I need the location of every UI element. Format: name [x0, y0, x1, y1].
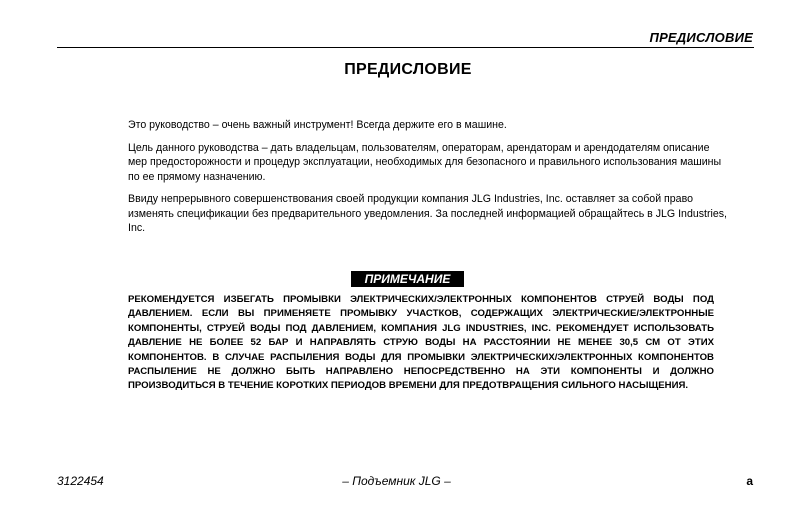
header-divider — [57, 47, 754, 48]
page-title: ПРЕДИСЛОВИЕ — [344, 61, 472, 78]
running-header-title: ПРЕДИСЛОВИЕ — [649, 30, 753, 45]
intro-paragraph-1: Это руководство – очень важный инструмент! Всегда держите его в машине. — [128, 119, 507, 131]
footer-doc-number: 3122454 — [57, 474, 104, 488]
intro-paragraph-3: Ввиду непрерывного совершенствования своей продукции компания JLG Industries, Inc. оставляет за собой право изменять спецификации без предварительного уведомления. За последней информацией обращайтесь в JLG Industries, Inc. — [128, 193, 727, 234]
footer-page-number: a — [746, 474, 753, 488]
intro-paragraph-2: Цель данного руководства – дать владельцам, пользователям, операторам, арендаторам и арендодателям описание мер предосторожности и процедур эксплуатации, необходимых для безопасного и правильного использования машины по ее прямому назначению. — [128, 141, 722, 183]
note-text: РЕКОМЕНДУЕТСЯ ИЗБЕГАТЬ ПРОМЫВКИ ЭЛЕКТРИЧЕСКИХ/ЭЛЕКТРОННЫХ КОМПОНЕНТОВ СТРУЕЙ ВОДЫ ПОД ДАВЛЕНИЕМ. ЕСЛИ ВЫ ПРИМЕНЯЕТЕ ПРОМЫВКУ УЧАСТКОВ, СОДЕРЖАЩИХ ЭЛЕКТРИЧЕСКИЕ/ЭЛЕКТРОННЫЕ КОМПОНЕНТЫ, СТРУЕЙ ВОДЫ ПОД ДАВЛЕНИЕМ, КОМПАНИЯ JLG INDUSTRIES, INC. РЕКОМЕНДУЕТ ИСПОЛЬЗОВАТЬ ДАВЛЕНИЕ НЕ БОЛЕЕ 52 БАР И НАПРАВЛЯТЬ СТРУЮ ВОДЫ НА РАССТОЯНИИ НЕ МЕНЕЕ 30,5 СМ ОТ ЭТИХ КОМПОНЕНТОВ. В СЛУЧАЕ РАСПЫЛЕНИЯ ВОДЫ ДЛЯ ПРОМЫВКИ ЭЛЕКТРИЧЕСКИХ/ЭЛЕКТРОННЫХ КОМПОНЕНТОВ РАСПЫЛЕНИЕ НЕ ДОЛЖНО БЫТЬ НАПРАВЛЕНО НЕПОСРЕДСТВЕННО НА ЭТИ КОМПОНЕНТЫ И ДОЛЖНО ПРОИЗВОДИТЬСЯ В ТЕЧЕНИЕ КОРОТКИХ ПЕРИОДОВ ВРЕМЕНИ ДЛЯ ПРЕДОТВРАЩЕНИЯ СИЛЬНОГО НАСЫЩЕНИЯ. — [128, 294, 714, 392]
note-label: ПРИМЕЧАНИЕ — [351, 271, 464, 287]
footer-center-title: – Подъемник JLG – — [342, 474, 451, 488]
intro-section — [128, 118, 728, 244]
